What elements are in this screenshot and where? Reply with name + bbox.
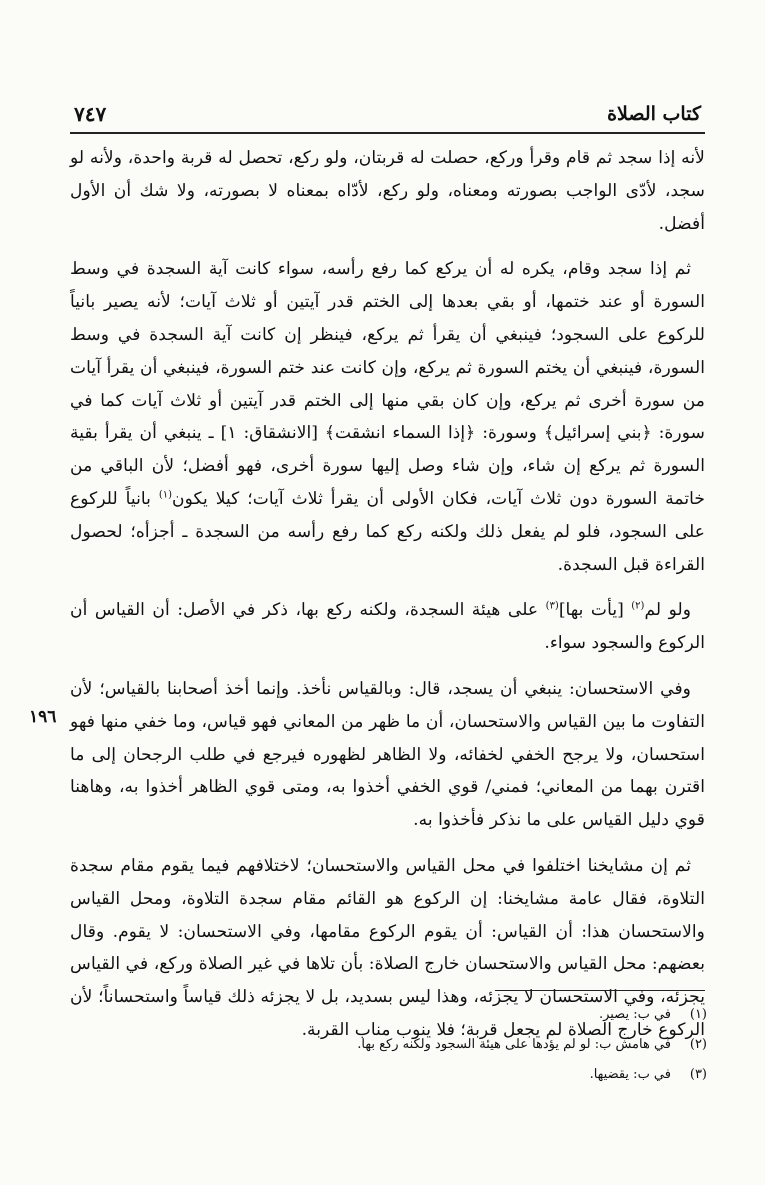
page-body (70, 142, 705, 1047)
paragraph-2 (70, 253, 705, 581)
paragraph-2-text-a: ثم إذا سجد وقام، يكره له أن يركع كما رفع رأسه، سواء كانت آية السجدة في وسط السورة أو عند ختمها، أو بقي بعدها إلى الختم قدر آيتين أو ثلاث آيات؛ لأنه يصير بانياً للركوع على السجود؛ فينبغي أن يقرأ ثم يركع، فينظر إن كانت آية السجدة في وسط السورة، فينبغي أن يختم السورة ثم يركع، وإن كانت عند ختم السورة، فينبغي أن يقرأ آيات من سورة أخرى ثم يركع، وإن كان بقي منها إلى الختم قدر آيتين أو ثلاث آيات كما في سورة: ﴿بني إسرائيل﴾ وسورة: ﴿إذا السماء انشقت﴾ [الانشقاق: ١] ـ ينبغي أن يقرأ بقية السورة ثم يركع إن شاء، وإن شاء وصل إليها سورة أخرى، فهو أفضل؛ لأن الباقي من خاتمة السورة دون ثلاث آيات، فكان الأولى أن يقرأ ثلاث آيات؛ كيلا يكون (70, 259, 705, 509)
paragraph-3-text-b: [يأت بها] (558, 600, 632, 621)
footnote-text: في ب: يصير. (598, 1007, 671, 1022)
footnote-number: (١) (689, 1007, 707, 1022)
footnote-text: في هامش ب: لو لم يؤدها على هيئة السجود ولكنه ركع بها. (357, 1037, 671, 1052)
manuscript-folio-number: ١٩٦ (29, 707, 57, 727)
footnote-ref-1: (١) (158, 489, 172, 501)
paragraph-1: لأنه إذا سجد ثم قام وقرأ وركع، حصلت له قربتان، ولو ركع، تحصل له قربة واحدة، ولأنه لو سجد، لأدّى الواجب بصورته ومعناه، ولو ركع، لأدّاه بمعناه لا بصورته، ولا شك أن الأول أفضل. (70, 148, 705, 234)
footnote-item (147, 1000, 707, 1030)
footnote-item (147, 1060, 707, 1090)
running-header (70, 100, 705, 134)
footnote-ref-3: (٣) (545, 600, 559, 612)
footnote-ref-2: (٢) (631, 600, 645, 612)
chapter-title: كتاب الصلاة (607, 103, 701, 125)
book-page (70, 100, 705, 1060)
paragraph-3-text-a: ولو لم (644, 600, 691, 621)
footnote-number: (٣) (689, 1067, 707, 1082)
footnotes (147, 1000, 707, 1090)
paragraph-3-text-c: على هيئة السجدة، ولكنه ركع بها، ذكر في الأصل: أن القياس أن الركوع والسجود سواء. (70, 600, 705, 654)
footnote-number: (٢) (689, 1037, 707, 1052)
footnote-text: في ب: يقضيها. (589, 1067, 671, 1082)
paragraph-4: وفي الاستحسان: ينبغي أن يسجد، قال: وبالقياس نأخذ. وإنما أخذ أصحابنا بالقياس؛ لأن التفاوت ما بين القياس والاستحسان، أن ما ظهر من المعاني فهو قياس، وما خفي منها فهو استحسان، ولا يرجح الخفي لخفائه، ولا الظاهر لظهوره فيرجع في طلب الرجحان إلى ما اقترن بهما من المعاني؛ فمني/ قوي الخفي أخذوا به، ومتى قوي الظاهر أخذوا به، وهاهنا قوي دليل القياس على ما نذكر فأخذوا به. (70, 678, 705, 831)
footnote-item (147, 1030, 707, 1060)
paragraph-2-text-b: بانياً للركوع على السجود، فلو لم يفعل ذلك ولكنه ركع كما رفع رأسه من السجدة ـ أجزأه؛ لحصول القراءة قبل السجدة. (70, 488, 705, 575)
paragraph-5: ثم إن مشايخنا اختلفوا في محل القياس والاستحسان؛ لاختلافهم فيما يقوم مقام سجدة التلاوة، فقال عامة مشايخنا: إن الركوع هو القائم مقام سجدة التلاوة، ومحل القياس والاستحسان هذا: أن القياس: أن يقوم الركوع مقامها، وفي الاستحسان: لا يقوم. وقال بعضهم: محل القياس والاستحسان خارج الصلاة: بأن تلاها في غير الصلاة وركع، في القياس يجزئه، وفي الاستحسان لا يجزئه، وهذا ليس بسديد، بل لا يجزئه ذلك قياساً واستحساناً؛ لأن الركوع خارج الصلاة لم يجعل قربة؛ فلا ينوب مناب القربة. (70, 855, 705, 1040)
footnote-divider (495, 990, 705, 991)
page-number: ٧٤٧ (74, 102, 107, 126)
paragraph-3 (70, 594, 705, 660)
